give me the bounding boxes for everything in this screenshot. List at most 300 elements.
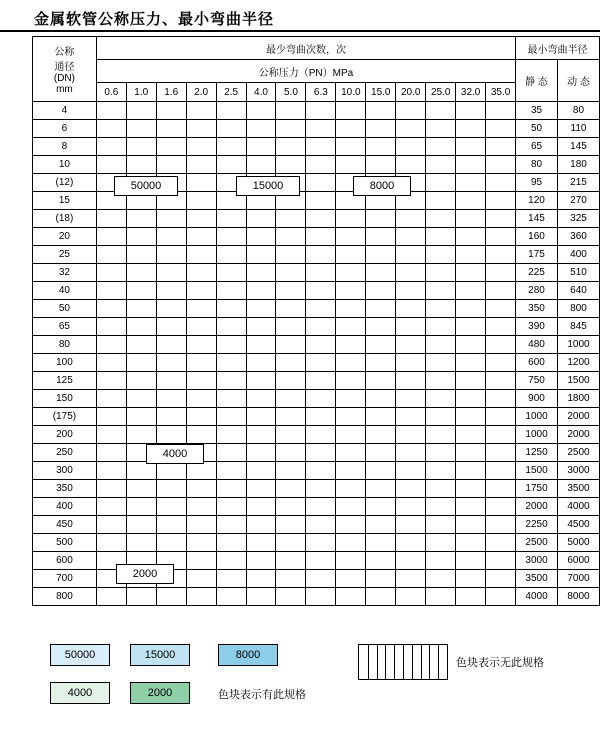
cell-pressure-13	[486, 192, 516, 210]
cell-static-radius: 480	[516, 336, 558, 354]
cell-pressure-13	[486, 498, 516, 516]
cell-pressure-11	[426, 588, 456, 606]
cell-pressure-4	[216, 264, 246, 282]
header-pressure: 公称压力（PN）MPa	[96, 60, 515, 83]
cell-pressure-7	[306, 102, 336, 120]
cell-pressure-3	[186, 390, 216, 408]
cell-pressure-1	[126, 156, 156, 174]
cell-dn: 250	[33, 444, 97, 462]
cell-dn: 15	[33, 192, 97, 210]
cell-pressure-1	[126, 210, 156, 228]
cell-pressure-11	[426, 210, 456, 228]
cell-pressure-3	[186, 516, 216, 534]
cell-pressure-10	[396, 390, 426, 408]
cell-pressure-6	[276, 228, 306, 246]
cell-pressure-0	[96, 390, 126, 408]
cell-static-radius: 2500	[516, 534, 558, 552]
cell-pressure-2	[156, 480, 186, 498]
table-row	[33, 426, 600, 444]
header-dn-line-4: mm	[56, 84, 73, 95]
cell-pressure-6	[276, 444, 306, 462]
cell-dn: (18)	[33, 210, 97, 228]
cell-pressure-8	[336, 426, 366, 444]
cell-dynamic-radius: 8000	[557, 588, 599, 606]
table-row	[33, 336, 600, 354]
cell-pressure-10	[396, 156, 426, 174]
header-pressure-10: 20.0	[396, 83, 426, 102]
cell-pressure-0	[96, 354, 126, 372]
cell-pressure-0	[96, 246, 126, 264]
cell-dn: 32	[33, 264, 97, 282]
cell-dynamic-radius: 1500	[557, 372, 599, 390]
cell-pressure-13	[486, 246, 516, 264]
header-pressure-13: 35.0	[486, 83, 516, 102]
legend-stripe	[385, 645, 386, 679]
cell-pressure-2	[156, 498, 186, 516]
cell-pressure-2	[156, 588, 186, 606]
cell-pressure-8	[336, 516, 366, 534]
table-row	[33, 408, 600, 426]
cell-pressure-5	[246, 372, 276, 390]
cell-pressure-7	[306, 408, 336, 426]
cell-pressure-13	[486, 138, 516, 156]
table-row	[33, 138, 600, 156]
cell-pressure-8	[336, 372, 366, 390]
cell-pressure-7	[306, 426, 336, 444]
cell-pressure-8	[336, 408, 366, 426]
cell-pressure-9	[366, 300, 396, 318]
cell-pressure-13	[486, 372, 516, 390]
table-row	[33, 282, 600, 300]
cell-pressure-5	[246, 534, 276, 552]
cell-pressure-10	[396, 102, 426, 120]
cell-pressure-13	[486, 156, 516, 174]
cell-pressure-12	[456, 534, 486, 552]
cell-pressure-12	[456, 282, 486, 300]
cell-pressure-4	[216, 480, 246, 498]
cell-pressure-7	[306, 444, 336, 462]
cell-pressure-7	[306, 516, 336, 534]
cell-pressure-7	[306, 120, 336, 138]
cell-pressure-3	[186, 426, 216, 444]
cell-pressure-3	[186, 570, 216, 588]
cell-dynamic-radius: 2000	[557, 426, 599, 444]
cell-pressure-0	[96, 120, 126, 138]
cell-pressure-8	[336, 354, 366, 372]
legend-box-4000: 4000	[50, 682, 110, 704]
cell-pressure-9	[366, 120, 396, 138]
cell-pressure-8	[336, 318, 366, 336]
cell-pressure-12	[456, 390, 486, 408]
legend-stripe	[438, 645, 439, 679]
cell-pressure-1	[126, 408, 156, 426]
cell-pressure-3	[186, 300, 216, 318]
legend-note-color: 色块表示有此规格	[218, 688, 306, 701]
cell-pressure-12	[456, 192, 486, 210]
cell-dynamic-radius: 3500	[557, 480, 599, 498]
table-row	[33, 516, 600, 534]
cell-pressure-12	[456, 516, 486, 534]
header-bend-count: 最少弯曲次数，次	[96, 37, 515, 60]
cell-dn: 100	[33, 354, 97, 372]
cell-pressure-8	[336, 444, 366, 462]
cell-pressure-0	[96, 516, 126, 534]
cell-pressure-12	[456, 156, 486, 174]
cell-pressure-5	[246, 480, 276, 498]
table-row	[33, 264, 600, 282]
cell-pressure-12	[456, 372, 486, 390]
cell-pressure-11	[426, 480, 456, 498]
cell-pressure-0	[96, 588, 126, 606]
cell-pressure-6	[276, 498, 306, 516]
cell-pressure-1	[126, 120, 156, 138]
cell-pressure-3	[186, 318, 216, 336]
cell-pressure-5	[246, 408, 276, 426]
cell-pressure-8	[336, 570, 366, 588]
cell-pressure-12	[456, 498, 486, 516]
table-row	[33, 462, 600, 480]
cell-pressure-2	[156, 300, 186, 318]
cell-dynamic-radius: 6000	[557, 552, 599, 570]
cell-static-radius: 50	[516, 120, 558, 138]
cell-pressure-4	[216, 498, 246, 516]
cell-pressure-4	[216, 390, 246, 408]
cell-pressure-8	[336, 552, 366, 570]
cell-pressure-10	[396, 480, 426, 498]
cell-pressure-8	[336, 102, 366, 120]
value-label-2000: 2000	[116, 564, 174, 584]
cell-pressure-3	[186, 246, 216, 264]
header-pressure-4: 2.5	[216, 83, 246, 102]
cell-pressure-7	[306, 372, 336, 390]
cell-pressure-1	[126, 480, 156, 498]
cell-pressure-1	[126, 282, 156, 300]
header-pressure-0: 0.6	[96, 83, 126, 102]
cell-pressure-11	[426, 246, 456, 264]
cell-static-radius: 2250	[516, 516, 558, 534]
cell-pressure-12	[456, 138, 486, 156]
cell-pressure-4	[216, 210, 246, 228]
cell-dn: 4	[33, 102, 97, 120]
cell-pressure-11	[426, 498, 456, 516]
cell-pressure-11	[426, 444, 456, 462]
cell-pressure-4	[216, 570, 246, 588]
table-row	[33, 300, 600, 318]
cell-static-radius: 750	[516, 372, 558, 390]
cell-pressure-5	[246, 570, 276, 588]
cell-pressure-8	[336, 156, 366, 174]
cell-pressure-10	[396, 588, 426, 606]
cell-pressure-2	[156, 354, 186, 372]
header-min-radius: 最小弯曲半径	[516, 37, 600, 60]
cell-dynamic-radius: 800	[557, 300, 599, 318]
cell-pressure-2	[156, 246, 186, 264]
table-row	[33, 228, 600, 246]
cell-pressure-1	[126, 246, 156, 264]
cell-pressure-10	[396, 120, 426, 138]
cell-pressure-4	[216, 408, 246, 426]
cell-pressure-12	[456, 228, 486, 246]
cell-pressure-11	[426, 192, 456, 210]
table-row	[33, 372, 600, 390]
cell-pressure-8	[336, 462, 366, 480]
cell-pressure-5	[246, 264, 276, 282]
cell-pressure-9	[366, 552, 396, 570]
table-row	[33, 534, 600, 552]
cell-pressure-9	[366, 264, 396, 282]
cell-pressure-13	[486, 570, 516, 588]
cell-pressure-1	[126, 318, 156, 336]
cell-pressure-5	[246, 354, 276, 372]
cell-dn: 40	[33, 282, 97, 300]
cell-static-radius: 160	[516, 228, 558, 246]
cell-pressure-12	[456, 120, 486, 138]
cell-pressure-11	[426, 516, 456, 534]
cell-pressure-13	[486, 534, 516, 552]
cell-dynamic-radius: 1800	[557, 390, 599, 408]
cell-pressure-7	[306, 354, 336, 372]
cell-static-radius: 225	[516, 264, 558, 282]
cell-pressure-9	[366, 534, 396, 552]
cell-pressure-8	[336, 588, 366, 606]
cell-pressure-13	[486, 444, 516, 462]
cell-dynamic-radius: 325	[557, 210, 599, 228]
cell-pressure-2	[156, 534, 186, 552]
cell-pressure-2	[156, 228, 186, 246]
cell-dn: 400	[33, 498, 97, 516]
cell-pressure-5	[246, 210, 276, 228]
header-pressure-9: 15.0	[366, 83, 396, 102]
cell-dn: 800	[33, 588, 97, 606]
cell-dynamic-radius: 4000	[557, 498, 599, 516]
header-dn-line-3: (DN)	[53, 73, 75, 84]
cell-pressure-10	[396, 282, 426, 300]
cell-pressure-2	[156, 138, 186, 156]
cell-pressure-7	[306, 570, 336, 588]
cell-pressure-4	[216, 120, 246, 138]
cell-pressure-4	[216, 444, 246, 462]
cell-dynamic-radius: 360	[557, 228, 599, 246]
header-pressure-8: 10.0	[336, 83, 366, 102]
cell-pressure-7	[306, 156, 336, 174]
cell-pressure-4	[216, 354, 246, 372]
cell-pressure-7	[306, 174, 336, 192]
cell-pressure-12	[456, 570, 486, 588]
cell-pressure-12	[456, 426, 486, 444]
cell-pressure-0	[96, 282, 126, 300]
cell-pressure-6	[276, 480, 306, 498]
cell-pressure-8	[336, 300, 366, 318]
cell-pressure-0	[96, 444, 126, 462]
cell-pressure-10	[396, 426, 426, 444]
cell-dn: 500	[33, 534, 97, 552]
cell-static-radius: 2000	[516, 498, 558, 516]
page-title: 金属软管公称压力、最小弯曲半径	[34, 10, 275, 28]
cell-pressure-12	[456, 480, 486, 498]
header-pressure-5: 4.0	[246, 83, 276, 102]
cell-pressure-2	[156, 210, 186, 228]
cell-dn: 6	[33, 120, 97, 138]
cell-dynamic-radius: 1200	[557, 354, 599, 372]
cell-pressure-1	[126, 426, 156, 444]
cell-pressure-3	[186, 588, 216, 606]
cell-pressure-5	[246, 588, 276, 606]
cell-pressure-9	[366, 282, 396, 300]
cell-pressure-9	[366, 588, 396, 606]
cell-pressure-7	[306, 282, 336, 300]
cell-pressure-3	[186, 552, 216, 570]
cell-pressure-12	[456, 300, 486, 318]
cell-pressure-11	[426, 264, 456, 282]
cell-pressure-11	[426, 462, 456, 480]
cell-pressure-1	[126, 516, 156, 534]
cell-pressure-8	[336, 282, 366, 300]
cell-pressure-13	[486, 210, 516, 228]
cell-pressure-9	[366, 570, 396, 588]
cell-pressure-10	[396, 462, 426, 480]
cell-pressure-4	[216, 246, 246, 264]
legend-stripe	[429, 645, 430, 679]
cell-dn: 125	[33, 372, 97, 390]
cell-pressure-8	[336, 480, 366, 498]
cell-pressure-2	[156, 336, 186, 354]
cell-pressure-0	[96, 138, 126, 156]
legend-box-striped	[358, 644, 448, 680]
cell-pressure-3	[186, 282, 216, 300]
cell-dynamic-radius: 270	[557, 192, 599, 210]
cell-pressure-10	[396, 372, 426, 390]
cell-pressure-3	[186, 228, 216, 246]
legend-stripe	[368, 645, 369, 679]
cell-pressure-7	[306, 246, 336, 264]
cell-pressure-0	[96, 318, 126, 336]
table-row	[33, 480, 600, 498]
cell-pressure-3	[186, 336, 216, 354]
cell-pressure-5	[246, 318, 276, 336]
pressure-bend-table-wrap	[32, 36, 600, 606]
cell-dn: 600	[33, 552, 97, 570]
legend-note-striped: 色块表示无此规格	[456, 656, 544, 669]
cell-pressure-13	[486, 426, 516, 444]
cell-pressure-12	[456, 462, 486, 480]
cell-pressure-6	[276, 462, 306, 480]
cell-dynamic-radius: 110	[557, 120, 599, 138]
cell-pressure-6	[276, 408, 306, 426]
cell-pressure-4	[216, 552, 246, 570]
cell-pressure-1	[126, 138, 156, 156]
cell-pressure-1	[126, 264, 156, 282]
cell-pressure-8	[336, 390, 366, 408]
cell-dynamic-radius: 2000	[557, 408, 599, 426]
cell-pressure-5	[246, 498, 276, 516]
cell-pressure-9	[366, 480, 396, 498]
cell-pressure-13	[486, 354, 516, 372]
cell-pressure-12	[456, 552, 486, 570]
cell-pressure-0	[96, 498, 126, 516]
cell-static-radius: 175	[516, 246, 558, 264]
cell-pressure-1	[126, 336, 156, 354]
table-row	[33, 498, 600, 516]
cell-dynamic-radius: 7000	[557, 570, 599, 588]
cell-dynamic-radius: 2500	[557, 444, 599, 462]
cell-pressure-3	[186, 156, 216, 174]
cell-pressure-3	[186, 120, 216, 138]
cell-pressure-9	[366, 228, 396, 246]
cell-pressure-0	[96, 102, 126, 120]
table-row	[33, 246, 600, 264]
cell-dn: (12)	[33, 174, 97, 192]
cell-pressure-6	[276, 120, 306, 138]
cell-pressure-13	[486, 282, 516, 300]
cell-pressure-6	[276, 552, 306, 570]
cell-pressure-1	[126, 102, 156, 120]
cell-dn: 8	[33, 138, 97, 156]
cell-pressure-10	[396, 246, 426, 264]
cell-static-radius: 390	[516, 318, 558, 336]
cell-pressure-6	[276, 372, 306, 390]
cell-pressure-13	[486, 516, 516, 534]
cell-static-radius: 1750	[516, 480, 558, 498]
cell-pressure-0	[96, 534, 126, 552]
cell-pressure-11	[426, 408, 456, 426]
cell-pressure-2	[156, 390, 186, 408]
cell-static-radius: 1000	[516, 408, 558, 426]
cell-pressure-2	[156, 102, 186, 120]
table-row	[33, 444, 600, 462]
cell-pressure-0	[96, 264, 126, 282]
cell-pressure-0	[96, 228, 126, 246]
table-row	[33, 156, 600, 174]
cell-pressure-9	[366, 246, 396, 264]
cell-pressure-5	[246, 552, 276, 570]
cell-pressure-7	[306, 462, 336, 480]
legend-box-8000: 8000	[218, 644, 278, 666]
cell-pressure-7	[306, 192, 336, 210]
cell-pressure-7	[306, 534, 336, 552]
cell-pressure-0	[96, 210, 126, 228]
cell-pressure-4	[216, 102, 246, 120]
cell-pressure-9	[366, 516, 396, 534]
cell-pressure-0	[96, 480, 126, 498]
cell-pressure-5	[246, 156, 276, 174]
cell-pressure-5	[246, 336, 276, 354]
cell-pressure-5	[246, 282, 276, 300]
cell-dynamic-radius: 5000	[557, 534, 599, 552]
legend-box-2000: 2000	[130, 682, 190, 704]
cell-pressure-3	[186, 264, 216, 282]
cell-pressure-4	[216, 534, 246, 552]
cell-dn: 300	[33, 462, 97, 480]
cell-dynamic-radius: 145	[557, 138, 599, 156]
cell-dn: 20	[33, 228, 97, 246]
cell-pressure-9	[366, 336, 396, 354]
cell-pressure-8	[336, 336, 366, 354]
cell-pressure-6	[276, 210, 306, 228]
cell-pressure-10	[396, 408, 426, 426]
cell-pressure-6	[276, 318, 306, 336]
cell-pressure-7	[306, 552, 336, 570]
cell-pressure-8	[336, 228, 366, 246]
cell-pressure-0	[96, 462, 126, 480]
cell-static-radius: 280	[516, 282, 558, 300]
cell-dynamic-radius: 180	[557, 156, 599, 174]
cell-static-radius: 120	[516, 192, 558, 210]
cell-pressure-5	[246, 390, 276, 408]
cell-pressure-12	[456, 588, 486, 606]
cell-pressure-6	[276, 246, 306, 264]
cell-pressure-6	[276, 336, 306, 354]
cell-pressure-6	[276, 426, 306, 444]
